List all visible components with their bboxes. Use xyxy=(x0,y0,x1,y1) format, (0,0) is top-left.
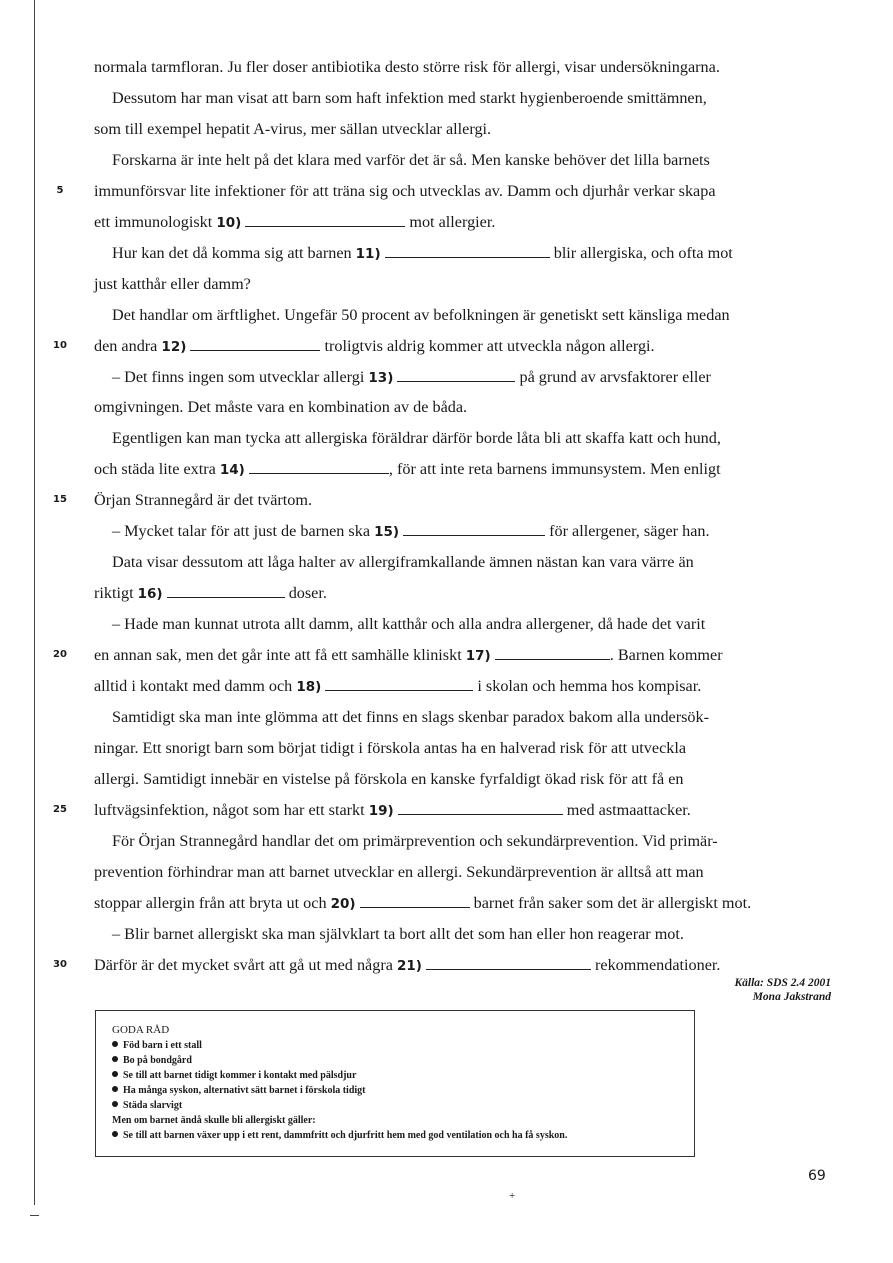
text-segment: , för att inte reta barnens immunsystem. Men enligt xyxy=(388,460,721,479)
text-line xyxy=(0,52,893,83)
text-line xyxy=(0,300,893,331)
line-text xyxy=(112,83,834,114)
advice-final-item xyxy=(112,1128,694,1143)
text-segment: just katthår eller damm? xyxy=(94,274,251,293)
bullet-icon xyxy=(112,1041,118,1047)
text-segment: Hur kan det då komma sig att barnen xyxy=(112,243,356,262)
source-credit xyxy=(735,976,832,1004)
answer-blank[interactable] xyxy=(397,364,515,382)
text-segment: med astmaattacker. xyxy=(562,800,691,819)
text-line xyxy=(0,423,893,454)
blank-number: 12) xyxy=(161,338,187,355)
text-segment: normala tarmfloran. Ju fler doser antibiotika desto större risk för allergi, visar undersökningarna. xyxy=(94,58,720,76)
text-line xyxy=(0,83,893,114)
text-segment: – Blir barnet allergiskt ska man självklart ta bort allt det som han eller hon reagerar mot. xyxy=(112,924,684,943)
text-line xyxy=(0,857,893,888)
text-line xyxy=(0,207,893,238)
source-line: Källa: SDS 2.4 2001 xyxy=(734,977,831,989)
advice-item-text: Bo på bondgård xyxy=(123,1055,192,1066)
line-text xyxy=(112,362,834,394)
answer-blank[interactable] xyxy=(385,240,550,258)
text-segment: allergi. Samtidigt innebär en vistelse på förskola en kanske fyrfaldigt ökad risk för att få en xyxy=(94,769,684,788)
advice-note: Men om barnet ändå skulle bli allergiskt gäller: xyxy=(112,1115,316,1126)
blank-number: 21) xyxy=(396,957,422,974)
source-author: Mona Jakstrand xyxy=(752,991,831,1003)
text-line xyxy=(0,392,893,423)
line-text xyxy=(112,547,834,578)
line-text xyxy=(94,485,834,516)
text-line xyxy=(0,609,893,640)
advice-item xyxy=(112,1038,694,1053)
text-segment: – Mycket talar för att just de barnen ska xyxy=(112,522,375,541)
text-line xyxy=(0,826,893,857)
line-text xyxy=(112,919,834,950)
text-line xyxy=(0,764,893,795)
line-text xyxy=(112,609,834,640)
advice-item-text: Städa slarvigt xyxy=(123,1100,183,1111)
blank-number: 20) xyxy=(330,895,356,912)
text-line xyxy=(0,145,893,176)
text-line xyxy=(0,733,893,764)
advice-heading: GODA RÅD xyxy=(112,1024,170,1036)
blank-number: 15) xyxy=(374,524,400,541)
line-text xyxy=(112,145,834,176)
blank-number: 11) xyxy=(355,245,381,262)
text-line xyxy=(0,516,893,547)
line-text xyxy=(94,331,834,363)
blank-number: 10) xyxy=(216,214,242,231)
line-text xyxy=(94,671,834,703)
blank-number: 13) xyxy=(368,369,394,386)
bullet-icon xyxy=(112,1131,118,1137)
bullet-icon xyxy=(112,1056,118,1062)
answer-blank[interactable] xyxy=(325,673,473,691)
text-line xyxy=(0,485,893,516)
text-segment: Data visar dessutom att låga halter av allergiframkallande ämnen nästan kan vara värre än xyxy=(112,553,694,572)
text-segment: en annan sak, men det går inte att få ett samhälle kliniskt xyxy=(94,646,466,665)
text-segment: immunförsvar lite infektioner för att träna sig och utvecklas av. Damm och djurhår verkar skapa xyxy=(94,181,716,200)
text-line xyxy=(0,578,893,609)
text-segment: stoppar allergin från att bryta ut och xyxy=(94,893,331,912)
text-segment: troligtvis aldrig kommer att utveckla någon allergi. xyxy=(320,336,655,355)
text-segment: Därför är det mycket svårt att gå ut med några xyxy=(94,955,397,974)
text-segment: på grund av arvsfaktorer eller xyxy=(515,367,711,386)
line-text xyxy=(94,795,834,827)
line-number: 25 xyxy=(53,803,67,815)
advice-item xyxy=(112,1083,694,1098)
page-number: 69 xyxy=(808,1168,826,1184)
advice-item-text: Se till att barnet tidigt kommer i kontakt med pälsdjur xyxy=(123,1070,357,1081)
text-line xyxy=(0,888,893,919)
answer-blank[interactable] xyxy=(403,518,545,536)
line-text xyxy=(112,300,834,331)
text-segment: Örjan Strannegård är det tvärtom. xyxy=(94,491,313,510)
text-segment: för allergener, säger han. xyxy=(545,522,710,541)
text-line xyxy=(0,795,893,826)
text-segment: och städa lite extra xyxy=(94,460,220,479)
line-text xyxy=(94,764,834,795)
advice-item xyxy=(112,1098,694,1113)
bullet-icon xyxy=(112,1071,118,1077)
line-text xyxy=(94,392,834,423)
line-text xyxy=(94,640,834,672)
line-number: 30 xyxy=(53,958,67,970)
text-segment: barnet från saker som det är allergiskt mot. xyxy=(469,893,752,912)
line-text xyxy=(94,578,834,610)
text-line xyxy=(0,269,893,300)
text-segment: rekommendationer. xyxy=(590,955,721,974)
text-segment: mot allergier. xyxy=(405,212,496,231)
margin-rule-tick xyxy=(30,1215,39,1216)
advice-final-item-text: Se till att barnen växer upp i ett rent, dammfritt och djurfritt hem med god ventilation och ha få syskon. xyxy=(123,1130,568,1141)
blank-number: 14) xyxy=(219,462,245,479)
answer-blank[interactable] xyxy=(245,209,405,227)
text-segment: Det handlar om ärftlighet. Ungefär 50 procent av befolkningen är genetiskt sett känsliga medan xyxy=(112,305,730,324)
line-number: 5 xyxy=(56,184,64,196)
line-text xyxy=(94,176,834,207)
text-segment: riktigt xyxy=(94,584,138,603)
text-line xyxy=(0,362,893,393)
text-segment: – Hade man kunnat utrota allt damm, allt katthår och alla andra allergener, då hade det varit xyxy=(112,615,706,634)
line-number: 15 xyxy=(53,494,67,506)
text-segment: i skolan och hemma hos kompisar. xyxy=(473,677,702,695)
bullet-icon xyxy=(112,1086,118,1092)
text-segment: Dessutom har man visat att barn som haft infektion med starkt hygienberoende smittämnen, xyxy=(112,88,707,107)
blank-number: 16) xyxy=(137,586,163,603)
advice-box xyxy=(95,1010,695,1157)
advice-item-text: Ha många syskon, alternativt sätt barnet i förskola tidigt xyxy=(123,1085,366,1096)
bullet-icon xyxy=(112,1101,118,1107)
text-segment: ningar. Ett snorigt barn som börjat tidigt i förskola antas ha en halverad risk för att utveckla xyxy=(94,738,687,757)
answer-blank[interactable] xyxy=(398,797,563,815)
text-segment: doser. xyxy=(284,584,327,603)
answer-blank[interactable] xyxy=(190,333,320,351)
text-line xyxy=(0,114,893,145)
stray-mark: + xyxy=(509,1190,516,1202)
text-segment: omgivningen. Det måste vara en kombination av de båda. xyxy=(94,398,468,417)
line-text xyxy=(112,826,834,857)
advice-item xyxy=(112,1068,694,1083)
blank-number: 17) xyxy=(465,648,491,665)
advice-item-text: Föd barn i ett stall xyxy=(123,1040,202,1051)
text-segment: alltid i kontakt med damm och xyxy=(94,677,297,695)
text-line xyxy=(0,176,893,207)
line-number: 20 xyxy=(53,649,67,661)
text-segment: den andra xyxy=(94,336,162,355)
text-line xyxy=(0,671,893,702)
line-text xyxy=(112,238,834,270)
blank-number: 19) xyxy=(368,802,394,819)
text-segment: Samtidigt ska man inte glömma att det finns en slags skenbar paradox bakom alla undersök- xyxy=(112,707,710,726)
line-text xyxy=(94,888,834,920)
answer-blank[interactable] xyxy=(426,952,591,970)
advice-list xyxy=(112,1038,694,1113)
line-text xyxy=(94,114,834,145)
answer-blank[interactable] xyxy=(360,890,470,908)
text-segment: – Det finns ingen som utvecklar allergi xyxy=(112,367,369,386)
blank-number: 18) xyxy=(296,679,322,695)
line-number: 10 xyxy=(53,339,67,351)
line-text xyxy=(94,857,834,888)
line-text xyxy=(94,950,834,982)
text-segment: Egentligen kan man tycka att allergiska föräldrar därför borde låta bli att skaffa katt och hund, xyxy=(112,429,721,448)
text-segment: För Örjan Strannegård handlar det om primärprevention och sekundärprevention. Vid primär- xyxy=(112,831,718,850)
text-line xyxy=(0,702,893,733)
text-segment: luftvägsinfektion, något som har ett starkt xyxy=(94,800,369,819)
line-text xyxy=(94,269,834,300)
line-text xyxy=(94,454,834,486)
text-line xyxy=(0,640,893,671)
text-segment: prevention förhindrar man att barnet utvecklar en allergi. Sekundärprevention är alltså att man xyxy=(94,862,704,881)
line-text xyxy=(112,516,834,548)
text-line xyxy=(0,547,893,578)
advice-item xyxy=(112,1053,694,1068)
text-line xyxy=(0,919,893,950)
text-segment: som till exempel hepatit A-virus, mer sällan utvecklar allergi. xyxy=(94,119,492,138)
text-segment: ett immunologiskt xyxy=(94,212,217,231)
text-line xyxy=(0,454,893,485)
text-segment: . Barnen kommer xyxy=(609,646,723,665)
line-text xyxy=(94,52,834,83)
line-text xyxy=(112,423,834,454)
line-text xyxy=(94,207,834,239)
line-text xyxy=(112,702,834,733)
text-segment: blir allergiska, och ofta mot xyxy=(549,243,733,262)
text-line xyxy=(0,238,893,269)
answer-blank[interactable] xyxy=(495,642,610,660)
text-line xyxy=(0,331,893,362)
line-text xyxy=(94,733,834,764)
text-segment: Forskarna är inte helt på det klara med varför det är så. Men kanske behöver det lilla barnets xyxy=(112,150,710,169)
answer-blank[interactable] xyxy=(167,580,285,598)
answer-blank[interactable] xyxy=(249,456,389,474)
